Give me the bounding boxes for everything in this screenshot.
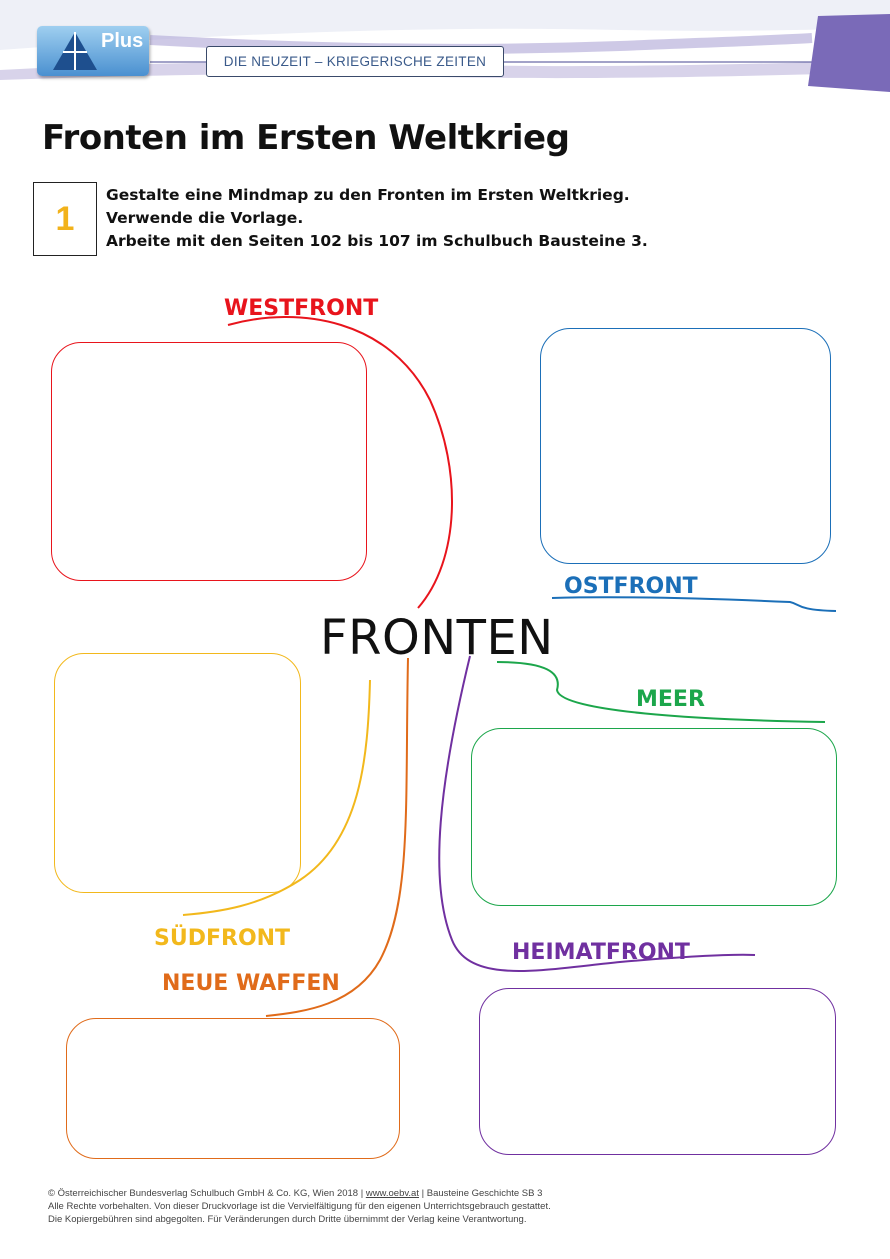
westfront-answer-box[interactable] [51,342,367,581]
mindmap-center: FRONTEN [320,610,554,666]
meer-label: MEER [636,687,705,712]
instruction-line: Verwende die Vorlage. [106,209,304,227]
publisher-link[interactable]: www.oebv.at [365,1188,419,1199]
heimatfront-answer-box[interactable] [479,988,836,1155]
instruction-line: Arbeite mit den Seiten 102 bis 107 im Schulbuch Bausteine 3. [106,232,648,250]
ostfront-label: OSTFRONT [564,574,698,599]
task-number: 1 [33,182,97,256]
page-title: Fronten im Ersten Weltkrieg [42,118,570,158]
ostfront-line [552,597,836,611]
chapter-banner: DIE NEUZEIT – KRIEGERISCHE ZEITEN [206,46,504,77]
suedfront-label: SÜDFRONT [154,926,291,951]
westfront-label: WESTFRONT [224,296,379,321]
footer-line-2: Alle Rechte vorbehalten. Von dieser Druckvorlage ist die Vervielfältigung für den eigenen Unterrichtsgebrauch gestattet. [48,1201,551,1212]
copyright-footer [48,1187,551,1226]
logo-text: Plus [101,30,144,52]
instruction-line: Gestalte eine Mindmap zu den Fronten im Ersten Weltkrieg. [106,186,630,204]
heimatfront-label: HEIMATFRONT [512,940,690,965]
meer-answer-box[interactable] [471,728,837,906]
ostfront-answer-box[interactable] [540,328,831,564]
footer-line-3: Die Kopiergebühren sind abgegolten. Für Veränderungen durch Dritte übernimmt der Verlag keine Verantwortung. [48,1214,527,1225]
task-instructions [106,184,648,253]
neue-waffen-label: NEUE WAFFEN [162,971,340,996]
suedfront-answer-box[interactable] [54,653,301,893]
plus-logo [37,26,149,76]
footer-line-1: © Österreichischer Bundesverlag Schulbuch GmbH & Co. KG, Wien 2018 | www.oebv.at | Bausteine Geschichte SB 3 [48,1188,543,1199]
header-corner-shape [808,14,890,92]
triangle-logo-icon [51,30,99,72]
neue-waffen-answer-box[interactable] [66,1018,400,1159]
